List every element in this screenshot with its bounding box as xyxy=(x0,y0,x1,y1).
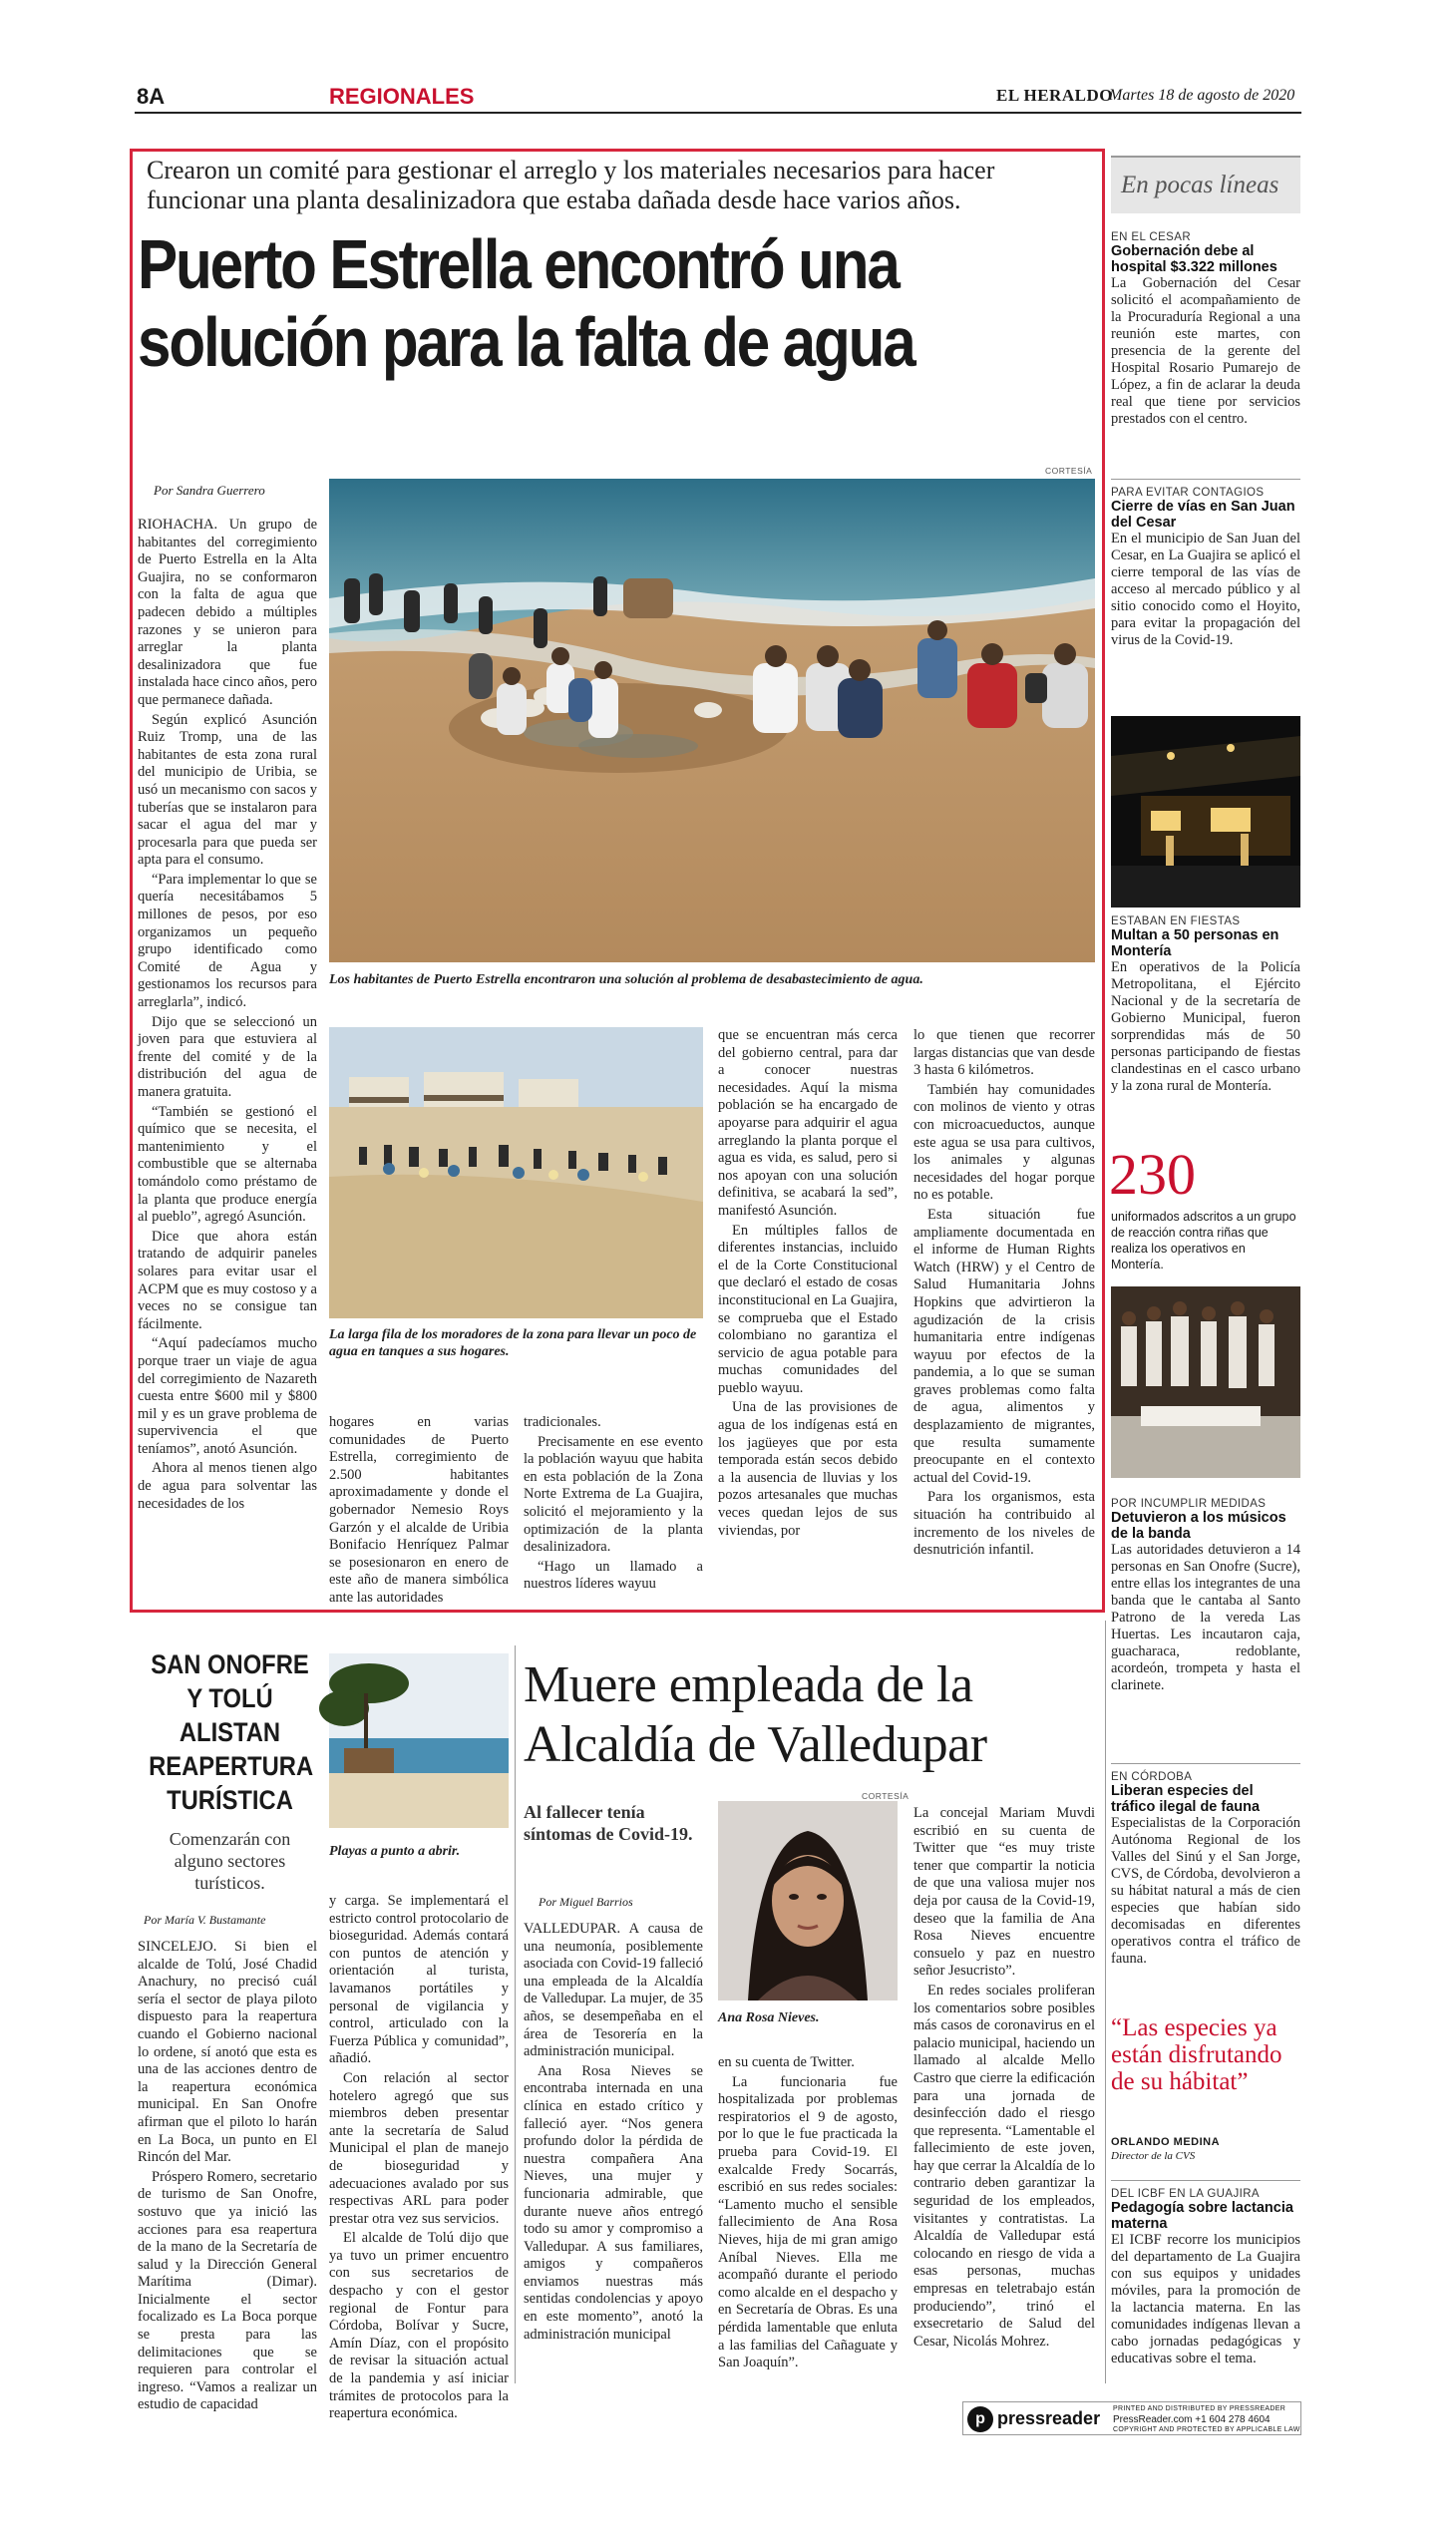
pressreader-badge[interactable] xyxy=(962,2401,1301,2435)
lead-col-4 xyxy=(913,1027,1095,1607)
brief-kicker: DEL ICBF EN LA GUAJIRA xyxy=(1111,2188,1260,2200)
story3-paragraph: La funcionaria fue hospitalizada por problemas respiratorios el 9 de agosto, por lo que le fue practicada la prueba para Covid-19. El exalcalde Fredy Socarrás, escribió en sus redes sociales: “Lamento mucho el sensible fallecimiento de Ana Rosa Nieves, hija de mi gran amigo Aníbal Nieves. Ella me acompañó durante el periodo como alcalde en el despacho y en Secretaría de Obras. Es una pérdida lamentable que enluta a las familias del Cañaguate y San Joaquín”. xyxy=(718,2073,898,2371)
quote-role: Director de la CVS xyxy=(1111,2150,1196,2162)
lead-paragraph: tradicionales. xyxy=(524,1414,601,1430)
story2-headline: SAN ONOFRE Y TOLÚ ALISTAN REAPERTURA TURÍSTICA xyxy=(149,1649,314,1815)
brief-icbf xyxy=(1111,2188,1300,2367)
pressreader-line1: PRINTED AND DISTRIBUTED BY PRESSREADER xyxy=(1113,2405,1286,2412)
story3-photo-credit: CORTESÍA xyxy=(862,1791,910,1801)
brief-title: Cierre de vías en San Juan del Cesar xyxy=(1111,499,1295,531)
brief-kicker: POR INCUMPLIR MEDIDAS xyxy=(1111,1498,1267,1510)
lead-paragraph: También hay comunidades con molinos de viento y otras con microacueductos, aunque este agua se usa para cultivos, los animales y algunas necesidades del hogar porque no es potable. xyxy=(913,1081,1095,1204)
pressreader-logo-text: pressreader xyxy=(997,2408,1101,2428)
stat-text: uniformados adscritos a un grupo de reacción contra riñas que realiza los operativos en Montería. xyxy=(1111,1210,1296,1272)
lead-col-3a xyxy=(524,1414,703,1607)
brief-text: El ICBF recorre los municipios del departamento de La Guajira con sus equipos y unidades móviles, para la promoción de la lactancia materna. En las comunidades indígenas llevan a cabo jornadas pedagógicas y educativas sobre el tema. xyxy=(1111,2232,1300,2366)
lead-col-3 xyxy=(718,1027,898,1607)
brief-kicker: EN CÓRDOBA xyxy=(1111,1771,1193,1783)
story2-deck: Comenzarán con alguno sectores turísticos. xyxy=(169,1829,291,1893)
lead-byline: Por Sandra Guerrero xyxy=(154,483,265,498)
story3-col-1 xyxy=(524,1921,703,2381)
story2-paragraph: Con relación al sector hotelero agregó que sus miembros deben presentar ante la secretaría de Salud Municipal el plan de manejo de bioseguridad y adecuaciones avalado por sus respectivas ARL para poder prestar otra vez sus servicios. xyxy=(329,2069,509,2227)
brief-cordoba xyxy=(1111,1771,1300,1968)
lead-paragraph: lo que tienen que recorrer largas distancias que van desde 3 hasta 6 kilómetros. xyxy=(913,1027,1095,1079)
issue-date: Martes 18 de agosto de 2020 xyxy=(1109,87,1295,104)
sidebar-divider xyxy=(1111,1763,1300,1764)
story2-paragraph: y carga. Se implementará el estricto control protocolario de bioseguridad. Además contará con puntos de atención y orientación al turista, lavamanos portátiles y personal de vigilancia y control, articulado con la Fuerza Pública y comunidad”, añadió. xyxy=(329,1893,509,2067)
story3-caption: Ana Rosa Nieves. xyxy=(718,2010,820,2025)
story-divider xyxy=(515,1645,516,2383)
lead-paragraph: Dijo que se seleccionó un joven para que estuviera al frente del comité y de la distribución del agua de manera gratuita. xyxy=(138,1013,317,1100)
brief-kicker: PARA EVITAR CONTAGIOS xyxy=(1111,487,1265,499)
lead-paragraph: Ahora al menos tienen algo de agua para solventar las necesidades de los xyxy=(138,1460,317,1512)
lead-paragraph: Una de las provisiones de agua de los indígenas está en los jagüeyes que por esta temporada están secos debido a la ausencia de lluvias y los pozos artesanales que muchas veces quedan lejos de sus viviendas, por xyxy=(718,1399,898,1539)
story3-headline: Muere empleada de la Alcaldía de Valledupar xyxy=(524,1656,987,1773)
lead-paragraph: Esta situación fue ampliamente documentada en el informe de Human Rights Watch (HRW) y el Centro de Salud Humanitaria Johns Hopkins que advirtieron la agudización de la crisis humanitaria entre indígenas wayuu por efectos de la pandemia, a lo que se suman graves problemas como falta de agua, alimentos y desplazamiento de migrantes, que resulta sumamente preocupante en el contexto actual del Covid-19. xyxy=(913,1206,1095,1486)
story3-col-2 xyxy=(718,2054,898,2381)
brief-contagios xyxy=(1111,487,1300,649)
brief-text: En operativos de la Policía Metropolitana, el Ejército Nacional y de la secretaría de Gobierno Municipal, fueron sorprendidas más de 50 personas participando de fiestas clandestinas en el casco urbano y la zona rural de Montería. xyxy=(1111,959,1300,1094)
lead-headline: Puerto Estrella encontró una solución para la falta de agua xyxy=(138,225,914,381)
story2-paragraph: SINCELEJO. Si bien el alcalde de Tolú, José Chadid Anachury, no precisó cuál sería el sector de playa piloto dispuesto para la reapertura cuando el Gobierno nacional lo ordene, sí anotó que esta es una de las acciones dentro de la reapertura económica municipal. En San Onofre afirman que el piloto lo harán en La Boca, un punto en El Rincón del Mar. xyxy=(138,1939,317,2166)
brief-monteria xyxy=(1111,915,1300,1095)
sidebar-photo-musicians xyxy=(1111,1286,1300,1478)
lead-photo-beach xyxy=(329,479,1095,962)
lead-paragraph: “Aquí padecíamos mucho porque traer un viaje de agua del corregimiento de Nazareth cuesta entre $600 mil y $800 mil y es un grave problema de supervivencia el que teníamos”, anotó Asunción. xyxy=(138,1335,317,1457)
story3-deck: Al fallecer tenía síntomas de Covid-19. xyxy=(524,1802,693,1844)
brief-cesar xyxy=(1111,231,1300,428)
brief-title: Liberan especies del tráfico ilegal de fauna xyxy=(1111,1783,1261,1815)
brief-kicker: ESTABAN EN FIESTAS xyxy=(1111,915,1241,927)
story2-col-1 xyxy=(138,1939,317,2413)
header-rule xyxy=(135,112,1301,114)
pressreader-line2: PressReader.com +1 604 278 4604 xyxy=(1113,2414,1271,2425)
story3-paragraph: La concejal Mariam Muvdi escribió en su cuenta de Twitter que “es muy triste tener que compartir la noticia de que una valiosa mujer nos deja por causa de la Covid-19, deseo que la familia de Ana Rosa Nieves encuentre consuelo y paz en nuestro señor Jesucristo”. xyxy=(913,1805,1095,1980)
paper-name: EL HERALDO xyxy=(996,86,1113,105)
lead-paragraph: “Hago un llamado a nuestros líderes wayuu xyxy=(524,1558,703,1593)
section-name: REGIONALES xyxy=(329,84,475,109)
quote-name: ORLANDO MEDINA xyxy=(1111,2136,1221,2148)
sidebar-divider xyxy=(1111,2180,1300,2181)
story2-photo-beach xyxy=(329,1653,509,1828)
brief-title: Multan a 50 personas en Montería xyxy=(1111,927,1279,959)
lead-photo-caption: Los habitantes de Puerto Estrella encontraron una solución al problema de desabastecimiento de agua. xyxy=(329,972,923,987)
story3-paragraph: VALLEDUPAR. A causa de una neumonía, posiblemente asociada con Covid-19 falleció una empleada de la Alcaldía de Valledupar. La mujer, de 35 años, se desempeñaba en el área de Tesorería en la administración municipal. xyxy=(524,1921,703,2060)
brief-text: Especialistas de la Corporación Autónoma Regional de los Valles del Sinú y el San Jorge, CVS, de Córdoba, devolvieron a su hábitat natural a más de cien especies que habían sido decomisadas en diferentes operativos contra el tráfico de fauna. xyxy=(1111,1815,1300,1967)
lead-photo2-caption: La larga fila de los moradores de la zona para llevar un poco de agua en tanques a sus hogares. xyxy=(329,1327,697,1359)
lead-paragraph: RIOHACHA. Un grupo de habitantes del corregimiento de Puerto Estrella en la Alta Guajira, no se conformaron con la falta de agua que padecen debido a múltiples razones y se unieron para arreglar la planta desalinizadora que fue instalada hace cinco años, pero que permanece dañada. xyxy=(138,517,317,708)
brief-text: Las autoridades detuvieron a 14 personas en San Onofre (Sucre), entre ellas los integrantes de una banda que le cantaba al Santo Patrono de la vereda Las Huertas. Les incautaron caja, guacharaca, redoblante, acordeón, trompeta y hasta el clarinete. xyxy=(1111,1542,1300,1693)
story3-paragraph: Ana Rosa Nieves se encontraba internada en una clínica en estado crítico y falleció ayer. “Nos genera profundo dolor la pérdida de nuestra compañera Ana Nieves, una mujer y funcionaria admirable, que durante nueve años entregó todo su amor y compromiso a Valledupar. A sus familiares, amigos y compañeros enviamos nuestras más sentidas condolencias y apoyo en este momento”, anotó la administración municipal xyxy=(524,2062,703,2343)
story3-photo-portrait xyxy=(718,1801,898,2000)
story2-paragraph: El alcalde de Tolú dijo que ya tuvo un primer encuentro con sus secretarios de despacho y con el gestor regional de Fontur para Córdoba, Bolívar y Sucre, Amín Díaz, con el propósito de revisar la situación actual de la pandemia y así iniciar trámites de protocolos para la reapertura económica. xyxy=(329,2230,509,2422)
sidebar-divider-vertical xyxy=(1105,1621,1106,2383)
lead-paragraph: “Para implementar lo que se quería necesitábamos 5 millones de pesos, por eso organizamos un pequeño grupo identificado como Comité de Agua y gestionamos los recursos para arreglarla”, indicó. xyxy=(138,871,317,1011)
lead-photo-credit: CORTESÍA xyxy=(1045,466,1093,476)
sidebar-divider xyxy=(1111,479,1300,480)
lead-paragraph: En múltiples fallos de diferentes instancias, incluido el de la Corte Constitucional que declaró el estado de cosas inconstitucional en La Guajira, se comprueba que el Estado colombiano no garantiza el servicio de agua potable para muchas comunidades del pueblo wayuu. xyxy=(718,1222,898,1396)
lead-paragraph: Dice que ahora están tratando de adquirir paneles solares para evitar usar el ACPM que es muy costoso y a veces no se consigue tan fácilmente. xyxy=(138,1228,317,1332)
lead-col-2 xyxy=(329,1414,509,1607)
lead-paragraph: Según explicó Asunción Ruiz Tromp, una de las habitantes de esta zona rural del municipio de Uribia, se usó un mecanismo con sacos y tuberías que se instalaron para sacar el agua del mar y procesarla para que pueda ser apta para el consumo. xyxy=(138,711,317,869)
story2-byline: Por María V. Bustamante xyxy=(144,1913,266,1927)
pressreader-line3: COPYRIGHT AND PROTECTED BY APPLICABLE LAW xyxy=(1113,2426,1300,2433)
brief-musicos xyxy=(1111,1498,1300,1694)
story2-col-2 xyxy=(329,1893,509,2422)
lead-col-1 xyxy=(138,517,317,1607)
pressreader-logo-icon: p xyxy=(967,2406,993,2432)
story3-paragraph: En redes sociales proliferan los comentarios sobre posibles más casos de coronavirus en el palacio municipal, haciendo un llamado al alcalde Mello Castro que cierre la edificación para una jornada de desinfección dado el riesgo que representa. “Lamentable el fallecimiento de este joven, hay que cerrar la Alcaldía de lo contrario deben garantizar la seguridad de los empleados, visitantes y contratistas. La Alcaldía de Valledupar está colocando en riesgo de vida a esas personas, muchas empresas en teletrabajo están produciendo”, trinó el exsecretario de Salud del Cesar, Nicolás Mohrez. xyxy=(913,1982,1095,2350)
lead-paragraph: Precisamente en ese evento la población wayuu que habita en esta población de la Zona Norte Extrema de La Guajira, solicitó el mejoramiento y la optimización de la planta desalinizadora. xyxy=(524,1433,703,1556)
sidebar-title: En pocas líneas xyxy=(1121,172,1279,198)
story3-paragraph: en su cuenta de Twitter. xyxy=(718,2054,855,2070)
lead-paragraph: hogares en varias comunidades de Puerto Estrella, corregimiento de 2.500 habitantes aproximadamente y donde el gobernador Nemesio Roys Garzón y el alcalde de Uribia Bonifacio Henríquez Palmar se posesionaron en enero de este año de manera simbólica ante las autoridades xyxy=(329,1414,509,1606)
brief-title: Pedagogía sobre lactancia materna xyxy=(1111,2200,1293,2232)
brief-text: En el municipio de San Juan del Cesar, en La Guajira se aplicó el cierre temporal de las vías de acceso al mercado público y al sitio conocido como el Hoyito, para evitar la propagación del virus de la Covid-19. xyxy=(1111,531,1300,648)
story3-byline: Por Miguel Barrios xyxy=(539,1895,633,1909)
stat-number: 230 xyxy=(1109,1142,1196,1207)
pull-quote: “Las especies ya están disfrutando de su hábitat” xyxy=(1111,2014,1282,2095)
lead-photo-queue xyxy=(329,1027,703,1318)
brief-title: Gobernación debe al hospital $3.322 millones xyxy=(1111,243,1277,275)
lead-paragraph: “También se gestionó el químico que se necesita, el mantenimiento y el combustible que se alternaba tomándolo como préstamo de la planta que produce energía al pueblo”, agregó Asunción. xyxy=(138,1103,317,1226)
lead-paragraph: Para los organismos, esta situación ha contribuido al incremento de los niveles de desnutrición infantil. xyxy=(913,1489,1095,1559)
sidebar-photo-night xyxy=(1111,716,1300,908)
story3-col-3 xyxy=(913,1805,1095,2381)
brief-kicker: EN EL CESAR xyxy=(1111,231,1192,243)
story2-caption: Playas a punto a abrir. xyxy=(329,1844,461,1859)
story2-paragraph: Próspero Romero, secretario de turismo de San Onofre, sostuvo que ya inició las acciones para esa reapertura de la mano de la Secretaría de salud y la Dirección General Marítima (Dimar). Inicialmente el sector focalizado es La Boca porque se presta para las delimitaciones que se requieren para controlar el ingreso. “Vamos a realizar un estudio de capacidad xyxy=(138,2168,317,2413)
brief-text: La Gobernación del Cesar solicitó el acompañamiento de la Procuraduría Regional a una reunión este martes, con presencia de la gerente del Hospital Rosario Pumarejo de López, a fin de aclarar la deuda real que tiene por servicios prestados con el centro. xyxy=(1111,275,1300,427)
brief-title: Detuvieron a los músicos de la banda xyxy=(1111,1510,1286,1542)
lead-paragraph: que se encuentran más cerca del gobierno central, para dar a conocer nuestras necesidades. Aquí la misma población se ha encargado de apoyarse para adquirir el agua arreglando la planta porque el agua es vida, es salud, pero si nos apoyan con una solución definitiva, se acabará la sed”, manifestó Asunción. xyxy=(718,1027,898,1219)
lead-deck: Crearon un comité para gestionar el arreglo y los materiales necesarios para hacer funcionar una planta desalinizadora que estaba dañada desde hace varios años. xyxy=(147,156,995,214)
page-number: 8A xyxy=(137,84,166,109)
sidebar-header xyxy=(1111,156,1300,213)
